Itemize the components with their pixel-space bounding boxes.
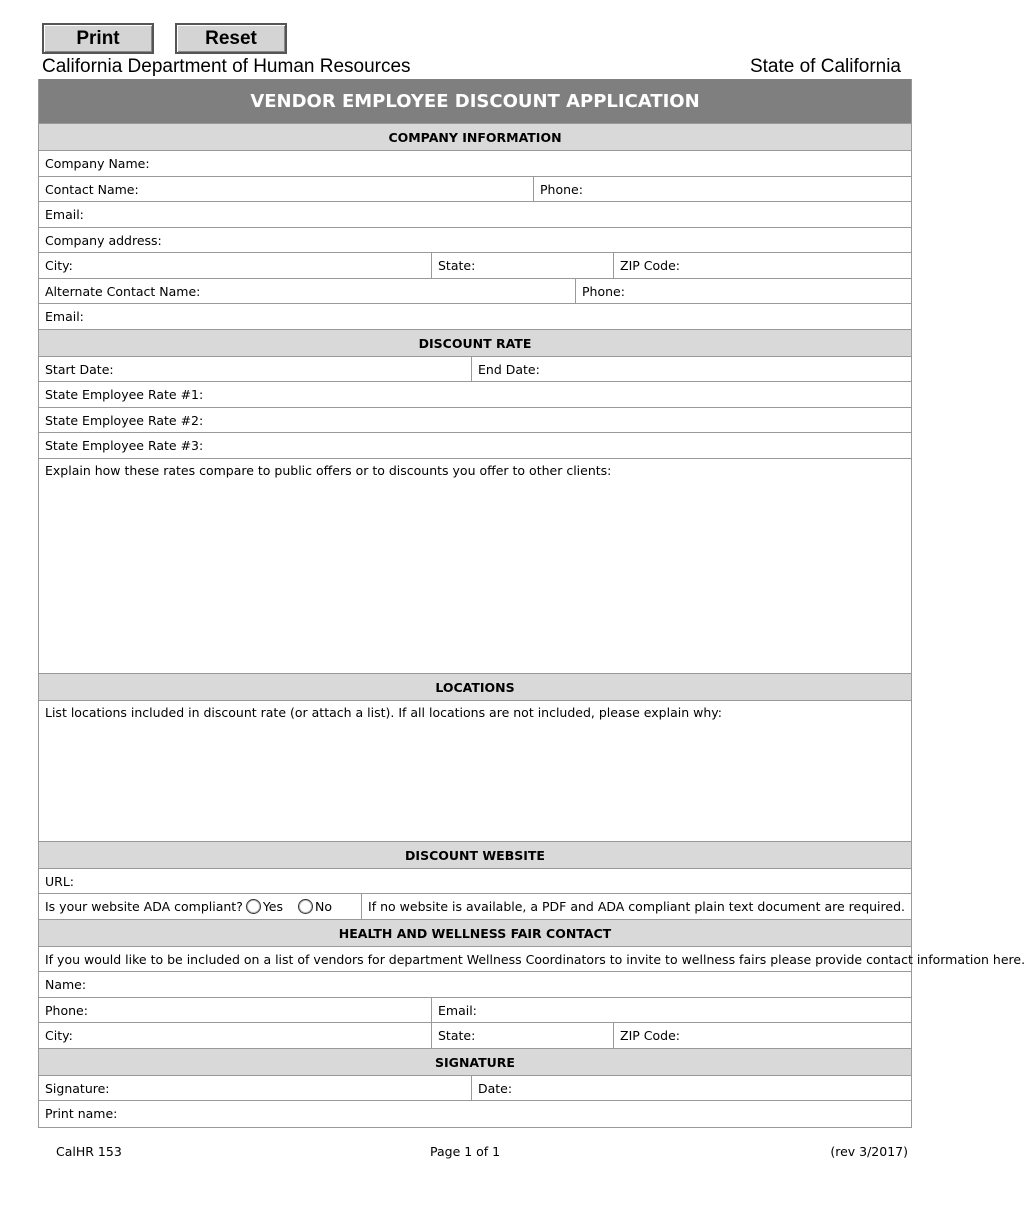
revision-date: (rev 3/2017)	[830, 1144, 908, 1159]
print-button[interactable]: Print	[42, 23, 154, 54]
ada-question-label: Is your website ADA compliant?	[45, 899, 243, 914]
wellness-state-field[interactable]: State:	[431, 1023, 613, 1048]
end-date-field[interactable]: End Date:	[471, 357, 911, 382]
company-address-field[interactable]: Company address:	[45, 232, 162, 248]
contact-email-field[interactable]: Email:	[45, 207, 84, 222]
company-city-field[interactable]: City:	[45, 258, 73, 273]
alternate-phone-field[interactable]: Phone:	[575, 279, 911, 304]
form-title: VENDOR EMPLOYEE DISCOUNT APPLICATION	[39, 79, 911, 124]
ada-yes-label: Yes	[262, 899, 284, 914]
section-wellness-fair-contact: HEALTH AND WELLNESS FAIR CONTACT	[39, 920, 911, 947]
rate-1-field[interactable]: State Employee Rate #1:	[45, 387, 204, 402]
company-name-field[interactable]: Company Name:	[45, 156, 150, 171]
locations-textarea[interactable]: List locations included in discount rate (or attach a list). If all locations are not included, please explain why:	[45, 704, 722, 720]
contact-name-field[interactable]: Contact Name:	[45, 181, 139, 197]
application-form	[38, 79, 1026, 1128]
print-name-field[interactable]: Print name:	[45, 1106, 118, 1121]
ada-compliance-question	[39, 894, 361, 919]
ada-no-label: No	[315, 899, 333, 914]
url-field[interactable]: URL:	[45, 873, 75, 889]
ada-no-radio[interactable]	[298, 899, 313, 914]
start-date-field[interactable]: Start Date:	[45, 361, 114, 377]
section-locations: LOCATIONS	[39, 674, 911, 701]
rate-3-field[interactable]: State Employee Rate #3:	[45, 438, 204, 453]
signature-field[interactable]: Signature:	[45, 1080, 110, 1096]
section-company-information: COMPANY INFORMATION	[39, 124, 911, 151]
section-discount-website: DISCOUNT WEBSITE	[39, 842, 911, 869]
state-name: State of California	[749, 56, 901, 77]
wellness-name-field[interactable]: Name:	[45, 977, 87, 992]
wellness-email-field[interactable]: Email:	[431, 998, 911, 1023]
wellness-phone-field[interactable]: Phone:	[45, 1002, 88, 1018]
page-number: Page 1 of 1	[430, 1144, 501, 1159]
alternate-contact-name-field[interactable]: Alternate Contact Name:	[45, 283, 201, 299]
company-state-field[interactable]: State:	[431, 253, 613, 278]
reset-button[interactable]: Reset	[175, 23, 287, 54]
company-zip-field[interactable]: ZIP Code:	[613, 253, 911, 278]
wellness-zip-field[interactable]: ZIP Code:	[613, 1023, 911, 1048]
no-website-note: If no website is available, a PDF and ADA compliant plain text document are required.	[361, 894, 911, 919]
section-signature: SIGNATURE	[39, 1049, 911, 1076]
rate-comparison-textarea[interactable]: Explain how these rates compare to public offers or to discounts you offer to other clients:	[45, 462, 612, 478]
wellness-city-field[interactable]: City:	[45, 1028, 73, 1043]
alternate-email-field[interactable]: Email:	[45, 309, 84, 324]
ada-yes-radio[interactable]	[246, 899, 261, 914]
department-name: California Department of Human Resources	[42, 56, 411, 77]
signature-date-field[interactable]: Date:	[471, 1076, 911, 1101]
contact-phone-field[interactable]: Phone:	[533, 177, 911, 202]
form-number: CalHR 153	[56, 1144, 122, 1159]
section-discount-rate: DISCOUNT RATE	[39, 330, 911, 357]
wellness-intro: If you would like to be included on a list of vendors for department Wellness Coordinators to invite to wellness fairs please provide contact information here.	[45, 951, 1026, 967]
rate-2-field[interactable]: State Employee Rate #2:	[45, 412, 204, 428]
